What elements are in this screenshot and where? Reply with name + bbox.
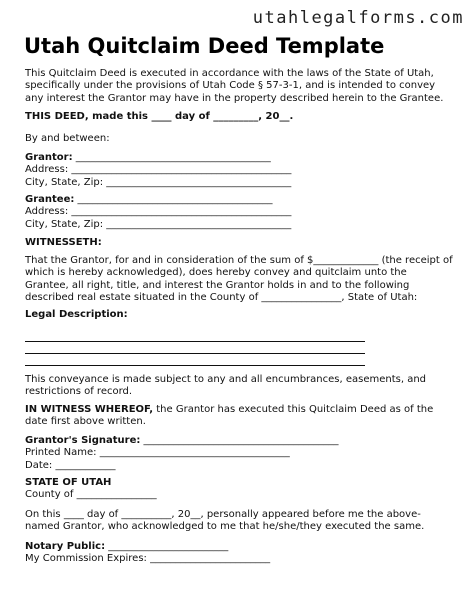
legal-description-heading: Legal Description: bbox=[25, 309, 128, 320]
by-and-between: By and between: bbox=[25, 133, 110, 144]
deed-date-line: THIS DEED, made this ____ day of _________, 20__. bbox=[25, 111, 294, 122]
witnesseth-heading: WITNESSETH: bbox=[25, 237, 102, 248]
grantee-name-blank: _______________________________________ bbox=[74, 194, 273, 205]
legal-description-line bbox=[25, 342, 365, 354]
grantor-signature-blank: _______________________________________ bbox=[140, 435, 339, 446]
legal-description-lines bbox=[25, 330, 365, 366]
encumbrances-paragraph: This conveyance is made subject to any and all encumbrances, easements, and restrictions of record. bbox=[25, 374, 427, 398]
printed-name-line: Printed Name: ______________________________________ bbox=[25, 447, 290, 459]
notary-public-line bbox=[25, 541, 453, 553]
grantee-address-line: Address: ____________________________________________ bbox=[25, 206, 292, 218]
consideration-paragraph: That the Grantor, for and in consideration of the sum of $_____________ (the receipt of which is hereby acknowledged), does hereby convey and quitclaim unto the Grantee, all right, title, and interest the Grantor holds in and to the following described real estate situated in the County of ________________, State of Utah: bbox=[25, 255, 453, 304]
signature-date-line: Date: ____________ bbox=[25, 459, 116, 471]
intro-paragraph: This Quitclaim Deed is executed in accordance with the laws of the State of Utah, specifically under the provisions of Utah Code § 57-3-1, and is intended to convey any interest the Grantor may have in the property described herein to the Grantee. bbox=[25, 68, 444, 104]
grantee-section bbox=[25, 194, 453, 231]
grantor-name-line bbox=[25, 152, 453, 164]
witness-whereof-label: IN WITNESS WHEREOF, bbox=[25, 404, 154, 415]
notary-section bbox=[25, 541, 453, 566]
state-section bbox=[25, 477, 453, 502]
document-title: Utah Quitclaim Deed Template bbox=[24, 34, 385, 58]
legal-description-line bbox=[25, 330, 365, 342]
grantee-label: Grantee: bbox=[25, 194, 75, 205]
signature-section bbox=[25, 435, 453, 472]
witness-whereof-paragraph bbox=[25, 404, 453, 429]
grantor-signature-label: Grantor's Signature: bbox=[25, 435, 141, 446]
grantor-name-blank: _______________________________________ bbox=[72, 152, 271, 163]
commission-expires-line: My Commission Expires: ________________________ bbox=[25, 553, 271, 565]
grantee-name-line bbox=[25, 194, 453, 206]
grantor-city-line: City, State, Zip: _____________________________________ bbox=[25, 176, 292, 188]
notary-public-blank: ________________________ bbox=[105, 541, 229, 552]
legal-description-line bbox=[25, 354, 365, 366]
grantor-section bbox=[25, 152, 453, 189]
grantor-address-line: Address: ____________________________________________ bbox=[25, 164, 292, 176]
county-line: County of ________________ bbox=[25, 489, 157, 501]
state-heading: STATE OF UTAH bbox=[25, 477, 112, 488]
grantor-signature-line bbox=[25, 435, 453, 447]
grantor-label: Grantor: bbox=[25, 152, 73, 163]
grantee-city-line: City, State, Zip: _____________________________________ bbox=[25, 218, 292, 230]
notary-public-label: Notary Public: bbox=[25, 541, 106, 552]
notary-acknowledgment: On this ____ day of __________, 20__, personally appeared before me the above-named Grantor, who acknowledged to me that he/she/they executed the same. bbox=[25, 509, 425, 533]
witness-whereof-text: the Grantor has executed this Quitclaim Deed as of the date first above written. bbox=[25, 404, 434, 428]
site-watermark: utahlegalforms.com bbox=[252, 8, 464, 28]
